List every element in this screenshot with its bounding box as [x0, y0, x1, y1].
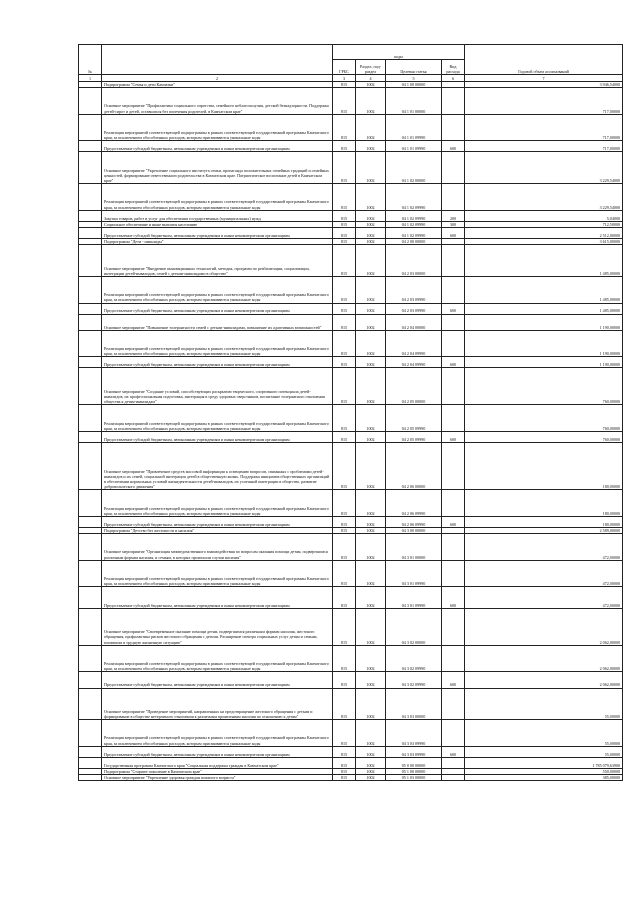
name-header	[102, 45, 333, 75]
row-name: Предоставление субсидий бюджетным, автономным учреждениям и иным некоммерческим организациям	[102, 227, 333, 238]
row-amount: 3 229,54000	[465, 152, 623, 184]
row-section: 1002	[356, 141, 386, 152]
row-name: Предоставление субсидий бюджетным, автономным учреждениям и иным некоммерческим организациям	[102, 357, 333, 368]
row-target: 04 2 06 09990	[386, 490, 442, 517]
row-exptype	[442, 330, 465, 357]
row-name: Основное мероприятие "Укрепление здоровья граждан пожилого возраста"	[102, 775, 333, 781]
num-cell	[79, 357, 102, 368]
row-target: 04 2 03 09990	[386, 276, 442, 303]
row-section: 1002	[356, 405, 386, 432]
row-exptype: 200	[442, 210, 465, 221]
row-exptype	[442, 534, 465, 561]
num-cell	[79, 141, 102, 152]
row-name: Реализация мероприятий соответствующей подпрограммы в рамках соответствующей государственной программы Камчатского края, за исключением обособленных расходов, которым присваиваются уникальные коды	[102, 645, 333, 672]
row-section: 1002	[356, 221, 386, 227]
row-amount: 712,50000	[465, 221, 623, 227]
row-name: Подпрограмма "Старшее поколение в Камчатском крае"	[102, 768, 333, 774]
target-header: Целевая статья	[386, 60, 442, 75]
row-name: Реализация мероприятий соответствующей подпрограммы в рамках соответствующей государственной программы Камчатского края, за исключением обособленных расходов, которым присваиваются уникальные коды	[102, 184, 333, 211]
row-section: 1002	[356, 608, 386, 645]
row-name: Основное мероприятие "Проведение мероприятий, направленных на предотвращение жестокого обращения с детьми и формирование в обществе нетерпимого отношения к различным проявлениям насилия по отношению к детям"	[102, 688, 333, 720]
table-row	[79, 775, 623, 781]
num-cell	[79, 608, 102, 645]
table-row	[79, 368, 623, 405]
row-amount: 3 229,54000	[465, 184, 623, 211]
row-amount: 2 062,00000	[465, 608, 623, 645]
row-section: 1002	[356, 442, 386, 489]
row-exptype: 600	[442, 431, 465, 442]
colnum-2: 2	[102, 75, 333, 82]
row-grbs: 815	[333, 768, 356, 774]
row-exptype	[442, 757, 465, 768]
row-amount: 1 485,00000	[465, 303, 623, 314]
num-cell	[79, 516, 102, 527]
row-exptype: 600	[442, 141, 465, 152]
section-header: Раздел, под-раздел	[356, 60, 386, 75]
row-target: 04 3 03 09990	[386, 720, 442, 747]
table-row	[79, 245, 623, 277]
table-row	[79, 688, 623, 720]
row-name: Предоставление субсидий бюджетным, автономным учреждениям и иным некоммерческим организациям	[102, 431, 333, 442]
row-target: 05 1 00 00000	[386, 768, 442, 774]
row-name: Реализация мероприятий соответствующей подпрограммы в рамках соответствующей государственной программы Камчатского края, за исключением обособленных расходов, которым присваиваются уникальные коды	[102, 490, 333, 517]
row-section: 1002	[356, 238, 386, 244]
row-name: Основное мероприятие "Укрепление социального института семьи, пропаганда положительных семейных традиций и семейных ценностей, формирование ответственного родительства в Камчатском крае. Патриотическое воспитание детей в Камчатском крае"	[102, 152, 333, 184]
row-exptype	[442, 442, 465, 489]
row-exptype	[442, 775, 465, 781]
row-section: 1002	[356, 303, 386, 314]
row-exptype: 300	[442, 221, 465, 227]
row-amount: 760,00000	[465, 405, 623, 432]
row-name: Предоставление субсидий бюджетным, автономным учреждениям и иным некоммерческим организациям	[102, 672, 333, 688]
budget-page	[78, 44, 622, 781]
table-row	[79, 608, 623, 645]
num-cell	[79, 587, 102, 608]
row-exptype	[442, 276, 465, 303]
colnum-3: 3	[333, 75, 356, 82]
table-row	[79, 314, 623, 330]
table-row	[79, 210, 623, 221]
row-amount: 180,00000	[465, 442, 623, 489]
row-grbs: 815	[333, 314, 356, 330]
row-section: 1002	[356, 527, 386, 533]
row-name: Предоставление субсидий бюджетным, автономным учреждениям и иным некоммерческим организациям	[102, 746, 333, 757]
row-target: 04 3 03 00000	[386, 688, 442, 720]
row-section: 1002	[356, 368, 386, 405]
row-amount: 760,00000	[465, 431, 623, 442]
row-section: 1002	[356, 227, 386, 238]
row-target: 04 2 04 09990	[386, 330, 442, 357]
row-grbs: 815	[333, 82, 356, 88]
row-amount: 1 785 079,63900	[465, 757, 623, 768]
row-grbs: 815	[333, 184, 356, 211]
row-amount: 717,00000	[465, 114, 623, 141]
row-grbs: 815	[333, 688, 356, 720]
row-target: 04 3 01 09990	[386, 560, 442, 587]
row-target: 04 1 00 00000	[386, 82, 442, 88]
row-name: Предоставление субсидий бюджетным, автономным учреждениям и иным некоммерческим организациям	[102, 303, 333, 314]
row-amount: 2 062,00000	[465, 645, 623, 672]
row-amount: 472,00000	[465, 534, 623, 561]
table-row	[79, 560, 623, 587]
table-row	[79, 303, 623, 314]
table-row	[79, 746, 623, 757]
row-target: 04 2 06 00000	[386, 442, 442, 489]
row-exptype: 600	[442, 227, 465, 238]
row-target: 04 1 02 00000	[386, 152, 442, 184]
table-row	[79, 490, 623, 517]
row-exptype	[442, 184, 465, 211]
row-name: Основное мероприятие "Создание условий, способствующих раскрытию творческого, спортивного потенциала детей-инвалидов, их профессиональная подготовка, интеграция в среду здоровых сверстников, воспитание толерантного отношения общества к детям-инвалидам"	[102, 368, 333, 405]
row-section: 1002	[356, 587, 386, 608]
row-name: Социальное обеспечение и иные выплаты населению	[102, 221, 333, 227]
row-amount: 2 062,00000	[465, 672, 623, 688]
row-name: Подпрограмма "Детство без жестокости и насилия"	[102, 527, 333, 533]
row-grbs: 815	[333, 431, 356, 442]
row-target: 04 1 02 09990	[386, 210, 442, 221]
num-cell	[79, 757, 102, 768]
num-cell	[79, 490, 102, 517]
row-target: 04 3 02 09990	[386, 672, 442, 688]
row-amount: 180,00000	[465, 490, 623, 517]
row-section: 1002	[356, 516, 386, 527]
colnum-6: 6	[442, 75, 465, 82]
row-amount: 385,00000	[465, 775, 623, 781]
table-row	[79, 227, 623, 238]
row-name: Основное мероприятие "Привлечение средств массовой информации к освещению вопросов, связанных с проблемами детей-инвалидов и их семей, социальной интеграции детей в общественную жизнь. Поддержка инициатив общественных организаций в обеспечении нормальных условий жизнедеятельности детей-инвалидов, их успешной интеграции в общество, развитие добровольческого движения"	[102, 442, 333, 489]
num-header: №	[79, 45, 102, 75]
row-grbs: 815	[333, 238, 356, 244]
row-section: 1002	[356, 775, 386, 781]
row-name: Реализация мероприятий соответствующей подпрограммы в рамках соответствующей государственной программы Камчатского края, за исключением обособленных расходов, которым присваиваются уникальные коды	[102, 720, 333, 747]
row-exptype: 600	[442, 672, 465, 688]
row-section: 1002	[356, 357, 386, 368]
row-target: 04 3 00 00000	[386, 527, 442, 533]
row-name: Подпрограмма "Семья и дети Камчатки"	[102, 82, 333, 88]
num-cell	[79, 184, 102, 211]
table-row	[79, 672, 623, 688]
row-target: 04 2 04 09990	[386, 357, 442, 368]
row-target: 04 2 05 09990	[386, 431, 442, 442]
row-section: 1002	[356, 114, 386, 141]
row-section: 1002	[356, 560, 386, 587]
row-exptype	[442, 405, 465, 432]
table-row	[79, 357, 623, 368]
row-grbs: 815	[333, 210, 356, 221]
row-amount: 1 190,00000	[465, 330, 623, 357]
row-target: 04 1 01 09990	[386, 141, 442, 152]
row-target: 04 1 01 00000	[386, 88, 442, 115]
row-target: 04 1 02 09990	[386, 184, 442, 211]
table-row	[79, 330, 623, 357]
row-name: Закупка товаров, работ и услуг для обеспечения государственных (муниципальных) нужд	[102, 210, 333, 221]
row-target: 04 2 04 00000	[386, 314, 442, 330]
num-cell	[79, 330, 102, 357]
row-section: 1002	[356, 757, 386, 768]
table-row	[79, 141, 623, 152]
num-cell	[79, 210, 102, 221]
row-grbs: 815	[333, 527, 356, 533]
colnum-7: 7	[465, 75, 623, 82]
table-header	[79, 45, 623, 82]
row-section: 1002	[356, 688, 386, 720]
row-name: Реализация мероприятий соответствующей подпрограммы в рамках соответствующей государственной программы Камчатского края, за исключением обособленных расходов, которым присваиваются уникальные коды	[102, 560, 333, 587]
row-amount: 1 485,00000	[465, 245, 623, 277]
row-name: Предоставление субсидий бюджетным, автономным учреждениям и иным некоммерческим организациям	[102, 587, 333, 608]
table-row	[79, 114, 623, 141]
num-cell	[79, 720, 102, 747]
row-grbs: 815	[333, 276, 356, 303]
num-cell	[79, 405, 102, 432]
colnum-5: 5	[386, 75, 442, 82]
row-name: Основное мероприятие "Повышение толерантности семей с детьми-инвалидами, повышение их адаптивных возможностей"	[102, 314, 333, 330]
row-grbs: 815	[333, 746, 356, 757]
num-cell	[79, 672, 102, 688]
num-cell	[79, 645, 102, 672]
num-cell	[79, 276, 102, 303]
exptype-header: Вид расхода	[442, 60, 465, 75]
row-target: 04 1 02 09990	[386, 221, 442, 227]
row-grbs: 815	[333, 775, 356, 781]
row-exptype	[442, 490, 465, 517]
row-name: Реализация мероприятий соответствующей подпрограммы в рамках соответствующей государственной программы Камчатского края, за исключением обособленных расходов, которым присваиваются уникальные коды	[102, 330, 333, 357]
row-section: 1002	[356, 490, 386, 517]
table-row	[79, 276, 623, 303]
row-section: 1002	[356, 534, 386, 561]
row-exptype	[442, 88, 465, 115]
num-cell	[79, 114, 102, 141]
num-cell	[79, 303, 102, 314]
table-row	[79, 184, 623, 211]
row-amount: 2 589,00000	[465, 527, 623, 533]
num-cell	[79, 245, 102, 277]
row-grbs: 815	[333, 88, 356, 115]
table-row	[79, 757, 623, 768]
row-exptype	[442, 608, 465, 645]
num-cell	[79, 746, 102, 757]
row-exptype	[442, 560, 465, 587]
row-exptype: 600	[442, 746, 465, 757]
row-grbs: 815	[333, 645, 356, 672]
row-grbs: 815	[333, 114, 356, 141]
row-name: Реализация мероприятий соответствующей подпрограммы в рамках соответствующей государственной программы Камчатского края, за исключением обособленных расходов, которым присваиваются уникальные коды	[102, 405, 333, 432]
row-grbs: 815	[333, 442, 356, 489]
table-row	[79, 587, 623, 608]
row-section: 1002	[356, 245, 386, 277]
row-section: 1002	[356, 645, 386, 672]
num-cell	[79, 227, 102, 238]
num-cell	[79, 442, 102, 489]
row-grbs: 815	[333, 330, 356, 357]
num-cell	[79, 152, 102, 184]
row-target: 04 3 03 09990	[386, 746, 442, 757]
row-section: 1002	[356, 431, 386, 442]
row-grbs: 815	[333, 357, 356, 368]
row-grbs: 815	[333, 152, 356, 184]
row-grbs: 815	[333, 141, 356, 152]
row-exptype: 600	[442, 357, 465, 368]
table-row	[79, 152, 623, 184]
row-target: 04 3 02 00000	[386, 608, 442, 645]
row-name: Основное мероприятие "Профилактика социального сиротства, семейного неблагополучия, детской безнадзорности. Поддержка детей-сирот и детей, оставшихся без попечения родителей, в Камчатском крае"	[102, 88, 333, 115]
num-cell	[79, 560, 102, 587]
row-amount: 717,00000	[465, 88, 623, 115]
row-grbs: 815	[333, 757, 356, 768]
num-cell	[79, 314, 102, 330]
row-name: Предоставление субсидий бюджетным, автономным учреждениям и иным некоммерческим организациям	[102, 516, 333, 527]
row-grbs: 815	[333, 245, 356, 277]
row-name: Реализация мероприятий соответствующей подпрограммы в рамках соответствующей государственной программы Камчатского края, за исключением обособленных расходов, которым присваиваются уникальные коды	[102, 276, 333, 303]
table-row	[79, 442, 623, 489]
row-exptype	[442, 720, 465, 747]
table-row	[79, 720, 623, 747]
row-target: 04 3 01 09990	[386, 587, 442, 608]
row-amount: 55,00000	[465, 720, 623, 747]
grbs-header: ГРБС	[333, 60, 356, 75]
colnum-4: 4	[356, 75, 386, 82]
num-cell	[79, 431, 102, 442]
table-row	[79, 405, 623, 432]
row-target: 04 2 05 00000	[386, 368, 442, 405]
row-grbs: 815	[333, 587, 356, 608]
budget-table	[78, 44, 623, 781]
num-cell	[79, 88, 102, 115]
row-grbs: 815	[333, 405, 356, 432]
row-section: 1002	[356, 314, 386, 330]
row-grbs: 815	[333, 672, 356, 688]
row-section: 1002	[356, 152, 386, 184]
row-exptype	[442, 114, 465, 141]
row-section: 1002	[356, 82, 386, 88]
row-grbs: 815	[333, 534, 356, 561]
row-exptype: 600	[442, 516, 465, 527]
table-row	[79, 645, 623, 672]
row-exptype	[442, 368, 465, 405]
row-name: Основное мероприятие "Организация межведомственного взаимодействия по вопросам оказания помощи детям, подвергшимся различным формам насилия, и семьям, в которых произошли случаи насилия"	[102, 534, 333, 561]
row-section: 1002	[356, 88, 386, 115]
colnum-1: 1	[79, 75, 102, 82]
row-amount: 55,00000	[465, 688, 623, 720]
row-section: 1002	[356, 184, 386, 211]
row-target: 04 3 01 00000	[386, 534, 442, 561]
row-target: 04 1 02 09990	[386, 227, 442, 238]
row-target: 04 2 03 00000	[386, 245, 442, 277]
row-name: Реализация мероприятий соответствующей подпрограммы в рамках соответствующей государственной программы Камчатского края, за исключением обособленных расходов, которым присваиваются уникальные коды	[102, 114, 333, 141]
row-grbs: 815	[333, 560, 356, 587]
row-section: 1002	[356, 210, 386, 221]
row-name: Предоставление субсидий бюджетным, автономным учреждениям и иным некоммерческим организациям	[102, 141, 333, 152]
row-amount: 1 190,00000	[465, 314, 623, 330]
row-grbs: 815	[333, 227, 356, 238]
row-grbs: 815	[333, 303, 356, 314]
table-row	[79, 534, 623, 561]
row-name: Государственная программа Камчатского края "Социальная поддержка граждан в Камчатском крае"	[102, 757, 333, 768]
row-target: 04 1 01 09990	[386, 114, 442, 141]
row-grbs: 815	[333, 221, 356, 227]
row-target: 04 2 05 09990	[386, 405, 442, 432]
table-row	[79, 88, 623, 115]
row-amount: 55,00000	[465, 746, 623, 757]
row-amount: 180,00000	[465, 516, 623, 527]
row-section: 1002	[356, 768, 386, 774]
row-section: 1002	[356, 746, 386, 757]
row-amount: 3 946,54000	[465, 82, 623, 88]
row-name: Подпрограмма "Дети - инвалиды"	[102, 238, 333, 244]
table-body	[79, 82, 623, 781]
row-grbs: 815	[333, 608, 356, 645]
row-amount: 3 615,00000	[465, 238, 623, 244]
row-exptype	[442, 245, 465, 277]
amount-header: Годовой объем ассигнований	[465, 45, 623, 75]
row-target: 04 2 03 09990	[386, 303, 442, 314]
row-section: 1002	[356, 672, 386, 688]
row-exptype	[442, 688, 465, 720]
row-exptype	[442, 645, 465, 672]
row-amount: 717,00000	[465, 141, 623, 152]
row-grbs: 815	[333, 490, 356, 517]
row-name: Основное мероприятие "Своевременное оказание помощи детям, подвергшимся различным формам насилия, жестокого обращения, профилактика рисков жестокого обращения с детьми. Расширение спектра социальных услуг детям и семьям, попавшим в трудную жизненную ситуацию"	[102, 608, 333, 645]
row-exptype: 600	[442, 303, 465, 314]
row-amount: 472,00000	[465, 560, 623, 587]
row-target: 04 3 02 09990	[386, 645, 442, 672]
row-amount: 2 512,00000	[465, 227, 623, 238]
row-amount: 550,00000	[465, 768, 623, 774]
row-section: 1002	[356, 330, 386, 357]
num-cell	[79, 534, 102, 561]
row-amount: 760,00000	[465, 368, 623, 405]
codes-header: коды	[333, 45, 465, 60]
table-row	[79, 516, 623, 527]
num-cell	[79, 775, 102, 781]
table-row	[79, 431, 623, 442]
row-target: 04 2 00 00000	[386, 238, 442, 244]
row-target: 05 0 00 00000	[386, 757, 442, 768]
row-amount: 1 190,00000	[465, 357, 623, 368]
row-grbs: 815	[333, 516, 356, 527]
row-grbs: 815	[333, 720, 356, 747]
row-section: 1002	[356, 276, 386, 303]
row-amount: 5,04000	[465, 210, 623, 221]
row-amount: 1 485,00000	[465, 276, 623, 303]
row-grbs: 815	[333, 368, 356, 405]
row-exptype	[442, 314, 465, 330]
row-exptype: 600	[442, 587, 465, 608]
row-name: Основное мероприятие "Внедрение инновационных технологий, методик, программ по реабилитации, социализации, интеграции детей-инвалидов, семей с детьми-инвалидами в обществе"	[102, 245, 333, 277]
row-amount: 472,00000	[465, 587, 623, 608]
row-section: 1002	[356, 720, 386, 747]
num-cell	[79, 688, 102, 720]
row-target: 05 1 03 00000	[386, 775, 442, 781]
row-exptype	[442, 152, 465, 184]
num-cell	[79, 368, 102, 405]
row-target: 04 2 06 09990	[386, 516, 442, 527]
